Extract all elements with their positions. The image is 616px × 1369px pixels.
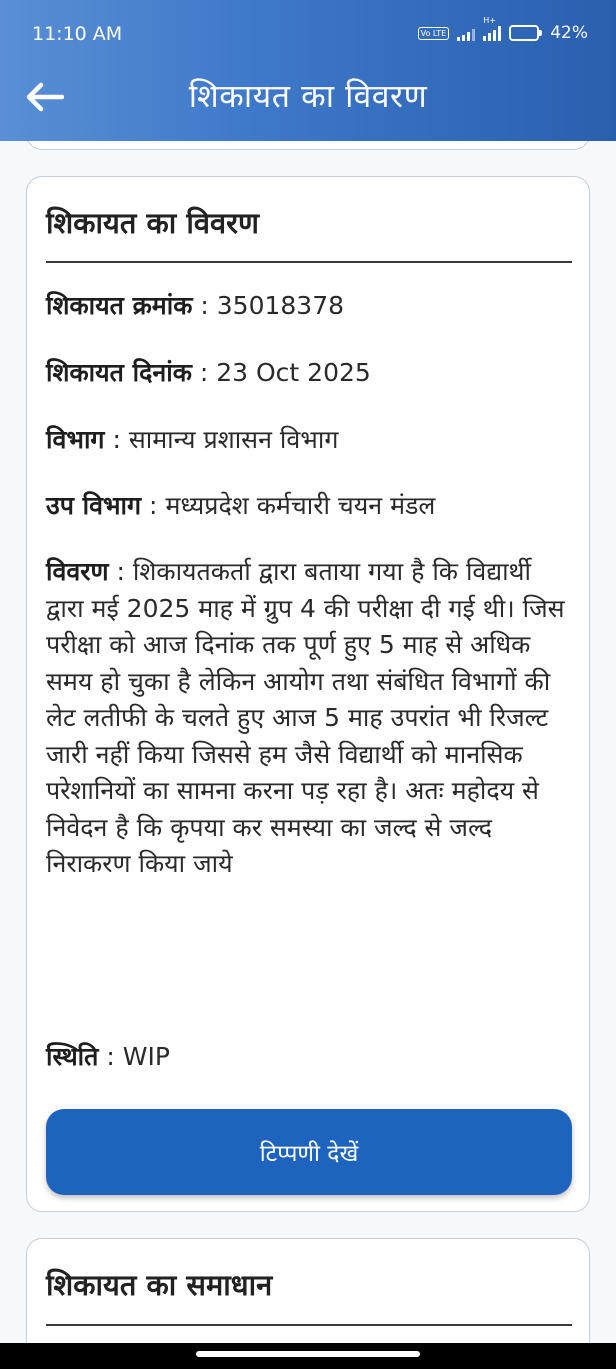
complaint-number: शिकायत क्रमांक : 35018378 <box>46 291 345 320</box>
field-value: मध्यप्रदेश कर्मचारी चयन मंडल <box>165 491 436 520</box>
card-divider <box>46 1324 572 1326</box>
complaint-details-card <box>26 176 590 1212</box>
field-label: स्थिति <box>46 1042 99 1071</box>
home-gesture-pill[interactable] <box>196 1351 420 1357</box>
status: स्थिति : WIP <box>46 1042 170 1071</box>
card-title: शिकायत का समाधान <box>46 1268 273 1302</box>
view-comments-button[interactable]: टिप्पणी देखें <box>46 1109 572 1195</box>
signal-icon <box>457 25 475 41</box>
signal-icon-2 <box>483 16 501 41</box>
field-value: शिकायतकर्ता द्वारा बताया गया है कि विद्यार्थी द्वारा मई 2025 माह में ग्रुप 4 की परीक्षा दी गई थी। जिस परीक्षा को आज दिनांक तक पूर्ण हुए 5 माह से अधिक समय हो चुका है लेकिन आयोग तथा संबंधित विभागों की लेट लतीफी के चलते हुए आज 5 माह उपरांत भी रिजल्ट जारी नहीं किया जिससे हम जैसे विद्यार्थी को मानसिक परेशानियों का सामना करना पड़ रहा है। अतः महोदय से निवेदन है कि कृपया कर समस्या का जल्द से जल्द निराकरण किया जाये <box>46 557 565 878</box>
page-title: शिकायत का विवरण <box>188 77 428 115</box>
volte-icon: Vo LTE <box>418 27 450 40</box>
sub-department: उप विभाग : मध्यप्रदेश कर्मचारी चयन मंडल <box>46 491 436 520</box>
complaint-date: शिकायत दिनांक : 23 Oct 2025 <box>46 358 371 387</box>
system-nav-bar <box>0 1343 616 1369</box>
description: विवरण : शिकायतकर्ता द्वारा बताया गया है कि विद्यार्थी द्वारा मई 2025 माह में ग्रुप 4 की परीक्षा दी गई थी। जिस परीक्षा को आज दिनांक तक पूर्ण हुए 5 माह से अधिक समय हो चुका है लेकिन आयोग तथा संबंधित विभागों की लेट लतीफी के चलते हुए आज 5 माह उपरांत भी रिजल्ट जारी नहीं किया जिससे हम जैसे विद्यार्थी को मानसिक परेशानियों का सामना करना पड़ रहा है। अतः महोदय से निवेदन है कि कृपया कर समस्या का जल्द से जल्द निराकरण किया जाये <box>46 557 565 878</box>
status-time: 11:10 AM <box>32 23 123 45</box>
field-value: सामान्य प्रशासन विभाग <box>128 425 339 454</box>
app-bar <box>0 0 616 141</box>
battery-percent: 42% <box>550 23 588 43</box>
field-label: शिकायत क्रमांक <box>46 291 193 320</box>
field-value: 35018378 <box>216 291 345 320</box>
battery-icon <box>509 25 542 41</box>
field-label: विभाग <box>46 425 105 454</box>
field-label: उप विभाग <box>46 491 142 520</box>
department: विभाग : सामान्य प्रशासन विभाग <box>46 425 339 454</box>
status-icons <box>418 16 588 43</box>
field-label: शिकायत दिनांक <box>46 358 192 387</box>
status-bar <box>0 16 616 52</box>
field-label: विवरण <box>46 557 109 586</box>
network-type: H+ <box>483 16 496 25</box>
field-value: 23 Oct 2025 <box>216 358 371 387</box>
card-divider <box>46 261 572 263</box>
card-title: शिकायत का विवरण <box>46 206 259 240</box>
status-value: WIP <box>122 1042 170 1071</box>
